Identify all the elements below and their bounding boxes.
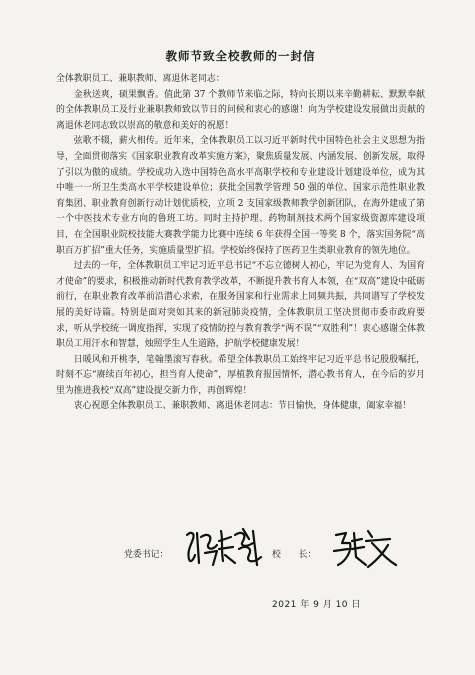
paragraph-wishes: 衷心祝愿全体教职员工、兼职教师、离退休老同志：节日愉快，身体健康，阖家幸福！ [73, 401, 412, 412]
salutation: 全体教职员工、兼职教师、离退休老同志： [56, 74, 225, 84]
secretary-signature [183, 525, 265, 569]
principal-signature [330, 527, 400, 569]
paragraph-greeting: 金秋送爽，硕果飘香。值此第 37 个教师节来临之际，特向长期以来辛勤耕耘、默默奉献的全体教职员工及行业兼职教师致以节日的问候和衷心的感谢！向为学校建设发展做出贡献的离退休老同志致以崇高的敬意和美好的祝愿！ [56, 89, 425, 131]
letter-date: 2021 年 9 月 10 日 [272, 600, 361, 610]
paragraph-past-year: 过去的一年，全体教职员工牢记习近平总书记“不忘立德树人初心，牢记为党育人、为国育才使命”的要求，积极推动新时代教育教学改革，不断提升教书育人本领，在“双高”建设中砥砺前行，在职业教育改革前沿潜心求索，在服务国家和行业需求上同频共振，共同谱写了学校发展的美好诗篇。特别是面对突如其来的新冠肺炎疫情，全体教职员工坚决贯彻市委市政府要求，听从学校统一调度指挥，实现了疫情防控与教育教学“两不误”“双胜利”！衷心感谢全体教职员工用汗水和智慧，烛照学生人生道路，护航学校健康发展！ [56, 261, 425, 350]
principal-label: 校 长： [272, 550, 317, 560]
secretary-label: 党委书记： [124, 550, 169, 560]
paragraph-hopes: 日暖风和开桃李，笔翰墨滚写春秋。希望全体教职员工始终牢记习近平总书记殷殷嘱托，时刻不忘“赓续百年初心，担当育人使命”，厚植教育报国情怀，潜心教书育人，在今后的岁月里为推进我校“双高”建设提交新力作，再创辉煌！ [56, 354, 425, 396]
letter-title: 教师节致全校教师的一封信 [165, 49, 316, 63]
signature-block [0, 525, 475, 577]
paragraph-achievements: 弦歌不辍，薪火相传。近年来，全体教职员工以习近平新时代中国特色社会主义思想为指导，全面贯彻落实《国家职业教育改革实施方案》，聚焦质量发展、内涵发展、创新发展，取得了引以为傲的成绩。学校成功入选中国特色高水平高职学校和专业建设计划建设单位，成为其中唯一一所卫生类高水平学校建设单位；获批全国教学管理 50 强的单位、国家示范性职业教育集团、职业教育创新行动计划优质校，立项 2 支国家级教师教学创新团队，在海外建成了第一个中医技术专业方向的鲁班工坊。同时主持护理、药物制剂技术两个国家级资源库建设项目，在全国职业院校技能大赛教学能力比赛中连续 6 年获得全国一等奖 8 个，落实国务院“高职百万扩招”重大任务，实施质量型扩招。学校始终保持了医药卫生类职业教育的领先地位。 [56, 136, 425, 256]
